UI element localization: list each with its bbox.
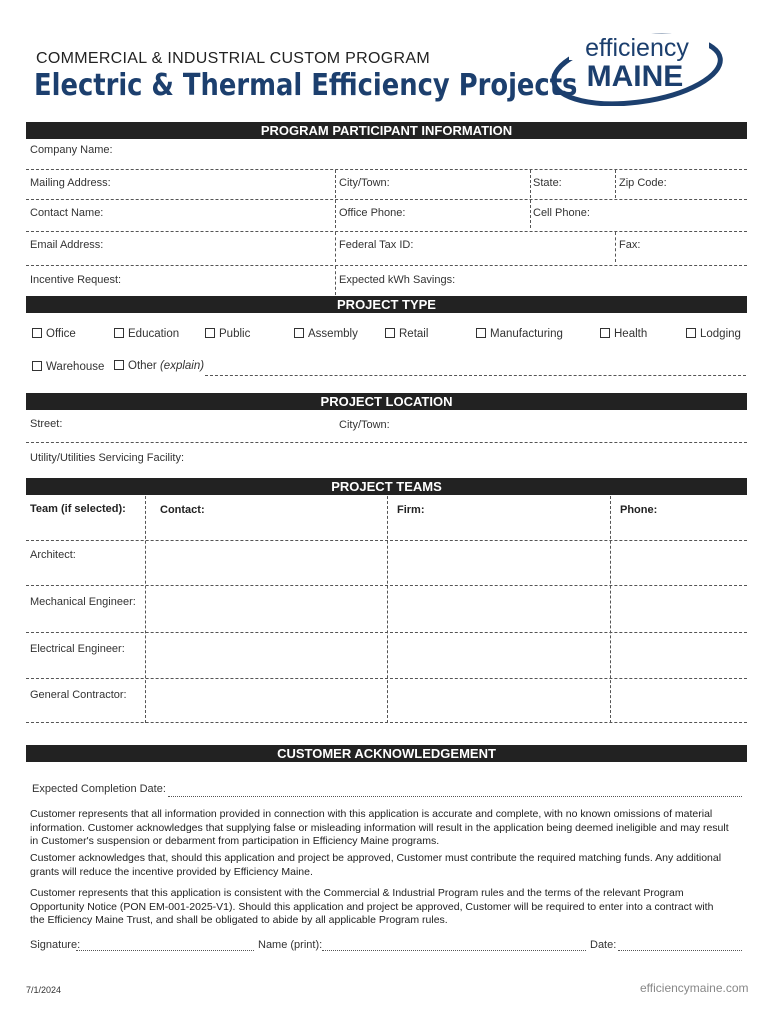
divider [26, 722, 747, 723]
email-address-field[interactable] [110, 235, 332, 261]
completion-date-label: Expected Completion Date: [32, 783, 166, 795]
type-public-checkbox[interactable] [205, 328, 250, 340]
project-teams-section-header: PROJECT TEAMS [26, 478, 747, 495]
divider [530, 200, 531, 228]
checkbox-icon [476, 328, 486, 338]
contact-name-field[interactable] [110, 203, 332, 227]
state-label: State: [533, 177, 562, 189]
type-warehouse-checkbox[interactable] [32, 361, 104, 373]
type-retail-label: Retail [399, 328, 429, 340]
company-name-field[interactable] [120, 141, 746, 163]
divider [76, 950, 254, 951]
checkbox-icon [32, 328, 42, 338]
divider [610, 496, 611, 723]
acknowledgement-paragraph-2: Customer acknowledges that, should this application and project be approved, Customer must contribute the required matching funds. Any additional grants will reduce the incentive provided by Efficiency Maine. [30, 852, 722, 878]
divider [335, 232, 336, 262]
print-name-label: Name (print): [258, 939, 323, 951]
type-lodging-label: Lodging [700, 328, 741, 340]
expected-kwh-savings-label: Expected kWh Savings: [339, 274, 456, 286]
architect-phone-field[interactable] [613, 543, 745, 583]
type-other-label: Other [128, 360, 157, 372]
federal-tax-id-field[interactable] [420, 235, 610, 261]
acknowledgement-paragraph-1: Customer represents that all information provided in connection with this application is accurate and complete, with no known omissions of material information. Customer acknowledges that supplying false or misleading information will result in the application being deemed ineligible and may result in Customer's suspension or debarment from participation in Efficiency Maine programs. [30, 808, 729, 847]
divider [26, 585, 747, 586]
type-manufacturing-label: Manufacturing [490, 328, 563, 340]
street-field[interactable] [66, 413, 330, 439]
mechanical-contact-field[interactable] [148, 588, 384, 630]
signature-label: Signature: [30, 939, 81, 951]
divider [168, 796, 742, 797]
contact-name-label: Contact Name: [30, 207, 104, 219]
divider [335, 170, 336, 198]
type-public-label: Public [219, 328, 251, 340]
incentive-request-field[interactable] [128, 270, 332, 294]
mechanical-phone-field[interactable] [613, 588, 745, 630]
cell-phone-field[interactable] [594, 203, 744, 227]
divider [205, 375, 746, 376]
type-other-note: (explain) [159, 360, 205, 372]
mailing-address-label: Mailing Address: [30, 177, 111, 189]
type-office-label: Office [46, 328, 76, 340]
firm-column-header: Firm: [397, 504, 425, 516]
contractor-firm-field[interactable] [390, 681, 608, 720]
team-row-general-contractor: General Contractor: [30, 689, 127, 701]
type-office-checkbox[interactable] [32, 328, 76, 340]
type-other-checkbox[interactable] [114, 360, 204, 372]
divider [26, 540, 747, 541]
state-field[interactable] [566, 173, 612, 197]
divider [26, 231, 747, 232]
checkbox-icon [385, 328, 395, 338]
checkbox-icon [294, 328, 304, 338]
divider [335, 200, 336, 228]
team-row-architect: Architect: [30, 549, 76, 561]
divider [615, 232, 616, 262]
type-lodging-checkbox[interactable] [686, 328, 741, 340]
company-name-label: Company Name: [30, 144, 113, 156]
footer-website: efficiencymaine.com [640, 981, 749, 995]
checkbox-icon [205, 328, 215, 338]
type-manufacturing-checkbox[interactable] [476, 328, 563, 340]
cell-phone-label: Cell Phone: [533, 207, 590, 219]
mechanical-firm-field[interactable] [390, 588, 608, 630]
type-assembly-checkbox[interactable] [294, 328, 358, 340]
divider [145, 496, 146, 723]
divider [26, 199, 747, 200]
contractor-phone-field[interactable] [613, 681, 745, 720]
city-field[interactable] [395, 173, 525, 197]
type-education-checkbox[interactable] [114, 328, 179, 340]
footer-date: 7/1/2024 [26, 985, 62, 995]
project-type-section-header: PROJECT TYPE [26, 296, 747, 313]
participant-section-header: PROGRAM PARTICIPANT INFORMATION [26, 122, 747, 139]
divider [26, 265, 747, 266]
zip-code-label: Zip Code: [619, 177, 667, 189]
location-city-label: City/Town: [339, 419, 390, 431]
type-retail-checkbox[interactable] [385, 328, 428, 340]
divider [618, 950, 742, 951]
divider [335, 266, 336, 295]
program-subtitle: COMMERCIAL & INDUSTRIAL CUSTOM PROGRAM [36, 50, 430, 67]
type-health-checkbox[interactable] [600, 328, 647, 340]
other-explain-field[interactable] [205, 358, 745, 376]
project-location-section-header: PROJECT LOCATION [26, 393, 747, 410]
page-title: Electric & Thermal Efficiency Projects [34, 68, 578, 103]
team-row-electrical-engineer: Electrical Engineer: [30, 643, 125, 655]
office-phone-label: Office Phone: [339, 207, 406, 219]
checkbox-icon [600, 328, 610, 338]
divider [530, 170, 531, 198]
email-address-label: Email Address: [30, 239, 104, 251]
acknowledgement-paragraph-3: Customer represents that this application is consistent with the Commercial & Industrial Program rules and the terms of the relevant Program Opportunity Notice (PON EM-001-2025-V1). Should this application and project be approved, Customer will be required to enter into a contract with the Efficiency Maine Trust, and shall be obligated to abide by all applicable Program rules. [30, 887, 714, 926]
type-warehouse-label: Warehouse [46, 361, 105, 373]
efficiency-maine-logo [547, 28, 723, 106]
phone-column-header: Phone: [620, 504, 658, 516]
incentive-request-label: Incentive Request: [30, 274, 122, 286]
fax-label: Fax: [619, 239, 641, 251]
electrical-contact-field[interactable] [148, 635, 384, 676]
electrical-phone-field[interactable] [613, 635, 745, 676]
logo-text-top: efficiency [585, 34, 689, 62]
date-label: Date: [590, 939, 617, 951]
fax-field[interactable] [646, 235, 744, 261]
street-label: Street: [30, 418, 63, 430]
electrical-firm-field[interactable] [390, 635, 608, 676]
team-column-header: Team (if selected): [30, 503, 126, 515]
mailing-address-field[interactable] [120, 173, 332, 197]
logo-text-bottom: MAINE [586, 60, 684, 93]
contractor-contact-field[interactable] [148, 681, 384, 720]
print-name-field[interactable] [322, 934, 586, 950]
contact-column-header: Contact: [160, 504, 205, 516]
architect-firm-field[interactable] [390, 543, 608, 583]
type-assembly-label: Assembly [308, 328, 358, 340]
checkbox-icon [686, 328, 696, 338]
completion-date-field[interactable] [168, 780, 742, 796]
divider [26, 678, 747, 679]
acknowledgement-section-header: CUSTOMER ACKNOWLEDGEMENT [26, 745, 747, 762]
divider [26, 442, 747, 443]
expected-kwh-savings-field[interactable] [460, 270, 744, 294]
team-row-mechanical-engineer: Mechanical Engineer: [30, 596, 136, 608]
divider [26, 169, 747, 170]
divider [26, 632, 747, 633]
checkbox-icon [114, 328, 124, 338]
zip-code-field[interactable] [672, 173, 744, 197]
city-label: City/Town: [339, 177, 390, 189]
federal-tax-id-label: Federal Tax ID: [339, 239, 414, 251]
type-health-label: Health [614, 328, 648, 340]
checkbox-icon [114, 360, 124, 370]
divider [615, 170, 616, 198]
divider [322, 950, 586, 951]
utility-field[interactable] [184, 446, 744, 470]
office-phone-field[interactable] [410, 203, 526, 227]
divider [387, 496, 388, 723]
signature-field[interactable] [76, 934, 254, 950]
location-city-field[interactable] [392, 413, 744, 439]
checkbox-icon [32, 361, 42, 371]
architect-contact-field[interactable] [148, 543, 384, 583]
type-education-label: Education [128, 328, 180, 340]
utility-label: Utility/Utilities Servicing Facility: [30, 452, 185, 464]
date-field[interactable] [618, 934, 742, 950]
